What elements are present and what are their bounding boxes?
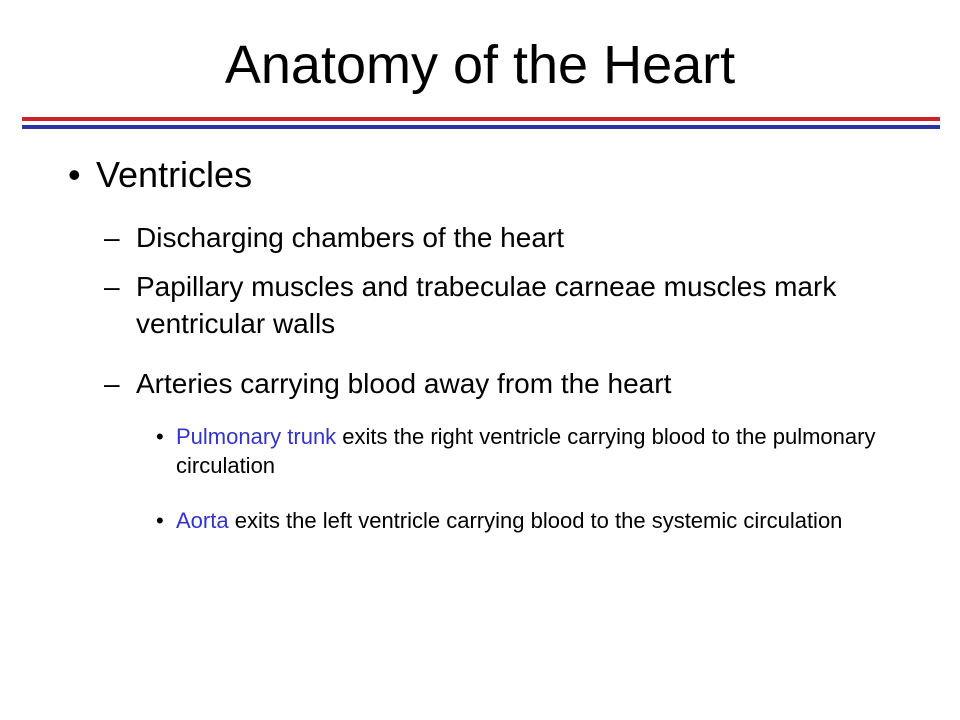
sub-bullet-text: Discharging chambers of the heart — [136, 222, 564, 253]
title-rule-blue — [22, 125, 940, 129]
sub-bullet-papillary — [104, 268, 864, 342]
detail-rest: exits the right ventricle carrying blood to the pulmonary circulation — [176, 424, 876, 478]
sub-bullet-text: Arteries carrying blood away from the heart — [136, 368, 672, 399]
highlight-term: Aorta — [176, 508, 229, 533]
dash-marker: – — [104, 222, 120, 253]
title-rule-red — [22, 117, 940, 121]
dash-marker: – — [104, 368, 120, 399]
bullet-marker: • — [68, 154, 81, 195]
slide-title: Anatomy of the Heart — [224, 35, 736, 95]
detail-bullet-text — [176, 506, 876, 535]
sub-bullet-text: Papillary muscles and trabeculae carneae muscles mark ventricular walls — [136, 271, 837, 339]
detail-bullet-text — [176, 422, 876, 480]
bullet-marker: • — [156, 508, 164, 533]
bullet-marker: • — [156, 424, 164, 449]
detail-rest: exits the left ventricle carrying blood to the systemic circulation — [228, 508, 843, 533]
detail-bullet-aorta — [156, 506, 876, 535]
dash-marker: – — [104, 271, 120, 302]
sub-bullet-discharging — [104, 219, 864, 256]
highlight-term: Pulmonary trunk — [176, 424, 337, 449]
detail-bullet-pulmonary-trunk — [156, 422, 876, 480]
sub-bullet-arteries — [104, 365, 864, 402]
bullet-text: Ventricles — [96, 154, 253, 195]
